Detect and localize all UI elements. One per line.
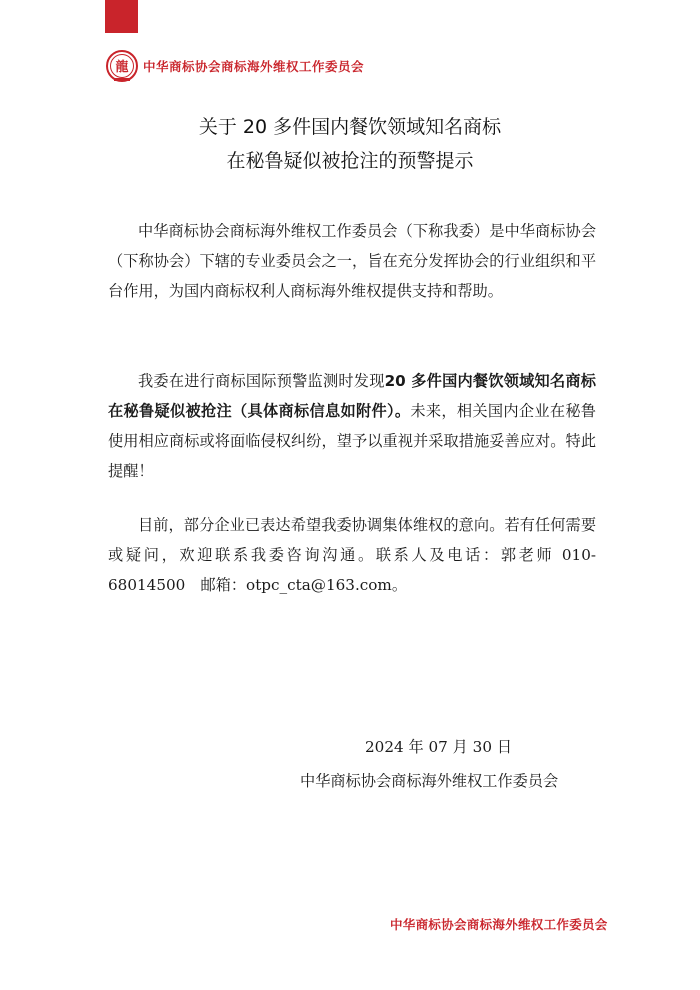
corner-red-block [105, 0, 138, 33]
signature-org-name: 中华商标协会商标海外维权工作委员会 [300, 772, 559, 790]
body-paragraph-3-container [108, 510, 596, 600]
body-paragraph-2 [108, 366, 596, 486]
document-title-line-1: 关于 20 多件国内餐饮领域知名商标 [198, 116, 502, 138]
document-title-line-2: 在秘鲁疑似被抢注的预警提示 [226, 150, 474, 172]
body-paragraph-3: 目前，部分企业已表达希望我委协调集体维权的意向。若有任何需要或疑问，欢迎联系我委咨询沟通。联系人及电话：郭老师 010-68014500 邮箱：otpc_cta@163.com。 [108, 516, 596, 594]
body-paragraph-1-container [108, 216, 596, 306]
paragraph-2-conclusion: 未来，相关国内企业在秘鲁使用相应商标或将面临侵权纠纷，望予以重视并采取措施妥善应对。特此提醒！ [108, 402, 596, 480]
association-seal-logo [105, 49, 139, 83]
footer-org-name: 中华商标协会商标海外维权工作委员会 [390, 917, 608, 932]
svg-text:龍: 龍 [115, 60, 129, 75]
body-paragraph-1: 中华商标协会商标海外维权工作委员会（下称我委）是中华商标协会（下称协会）下辖的专业委员会之一，旨在充分发挥协会的行业组织和平台作用，为国内商标权利人商标海外维权提供支持和帮助。 [108, 222, 596, 300]
paragraph-2-highlight: 20 多件国内餐饮领域知名商标在秘鲁疑似被抢注（具体商标信息如附件）。 [108, 372, 596, 420]
letterhead [105, 46, 364, 86]
letterhead-org-name: 中华商标协会商标海外维权工作委员会 [143, 59, 365, 74]
paragraph-2-intro: 我委在进行商标国际预警监测时发现 [138, 372, 385, 390]
body-paragraph-2-container [108, 366, 596, 486]
issue-date: 2024 年 07 月 30 日 [365, 738, 513, 756]
